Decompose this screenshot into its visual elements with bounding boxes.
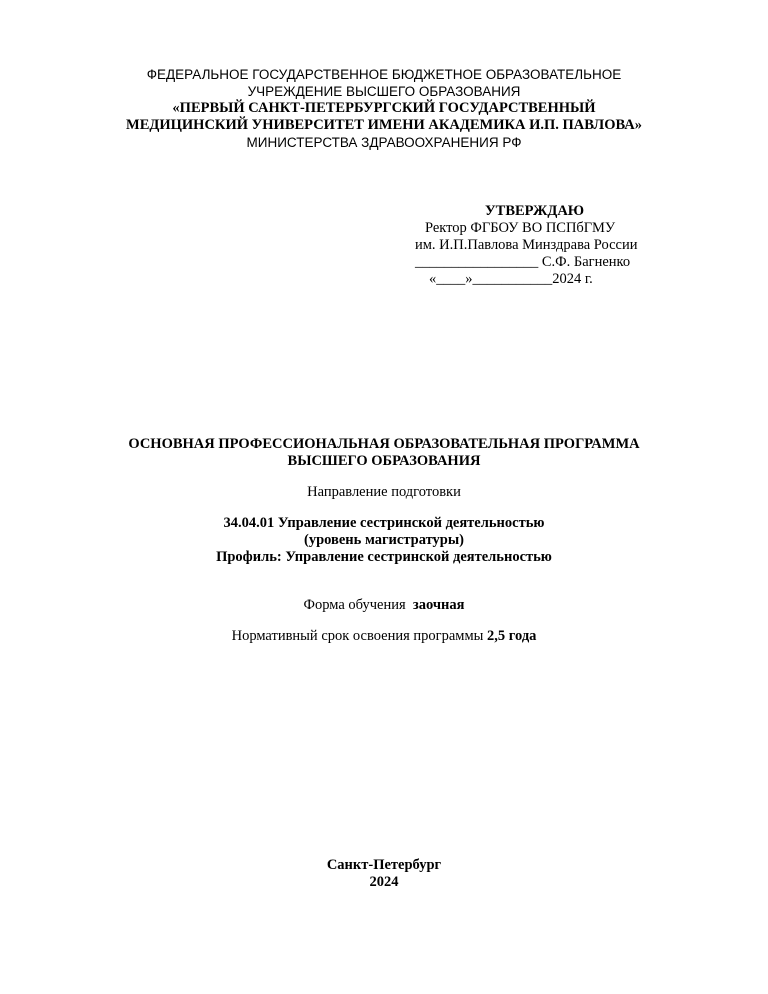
duration-label: Нормативный срок освоения программы [231, 628, 484, 644]
header-line-3: «ПЕРВЫЙ САНКТ-ПЕТЕРБУРГСКИЙ ГОСУДАРСТВЕННЫЙ [172, 100, 596, 116]
study-form [0, 597, 768, 614]
program-level: (уровень магистратуры) [304, 532, 464, 548]
duration-value: 2,5 года [487, 628, 537, 644]
duration [0, 628, 768, 645]
approval-line-1: Ректор ФГБОУ ВО ПСПбГМУ [425, 220, 616, 236]
footer-year: 2024 [369, 874, 399, 890]
header-line-5: МИНИСТЕРСТВА ЗДРАВООХРАНЕНИЯ РФ [246, 135, 522, 150]
program-title-2: ВЫСШЕГО ОБРАЗОВАНИЯ [287, 453, 481, 469]
direction-code: 34.04.01 Управление сестринской деятельностью [223, 515, 545, 531]
study-form-label: Форма обучения [303, 597, 406, 613]
approval-title: УТВЕРЖДАЮ [485, 203, 585, 219]
direction-label: Направление подготовки [307, 484, 461, 500]
approval-signature: _________________ С.Ф. Багненко [415, 254, 631, 270]
approval-date: «____»___________2024 г. [429, 271, 593, 287]
study-form-value: заочная [412, 597, 465, 613]
program-title-1: ОСНОВНАЯ ПРОФЕССИОНАЛЬНАЯ ОБРАЗОВАТЕЛЬНАЯ ПРОГРАММА [128, 436, 640, 452]
header-line-2: УЧРЕЖДЕНИЕ ВЫСШЕГО ОБРАЗОВАНИЯ [247, 84, 521, 99]
program-profile: Профиль: Управление сестринской деятельностью [216, 549, 552, 565]
header-line-1: ФЕДЕРАЛЬНОЕ ГОСУДАРСТВЕННОЕ БЮДЖЕТНОЕ ОБРАЗОВАТЕЛЬНОЕ [146, 67, 622, 82]
header-line-4: МЕДИЦИНСКИЙ УНИВЕРСИТЕТ ИМЕНИ АКАДЕМИКА И.П. ПАВЛОВА» [126, 117, 642, 133]
approval-line-2: им. И.П.Павлова Минздрава России [415, 237, 638, 253]
footer-city: Санкт-Петербург [326, 857, 442, 873]
